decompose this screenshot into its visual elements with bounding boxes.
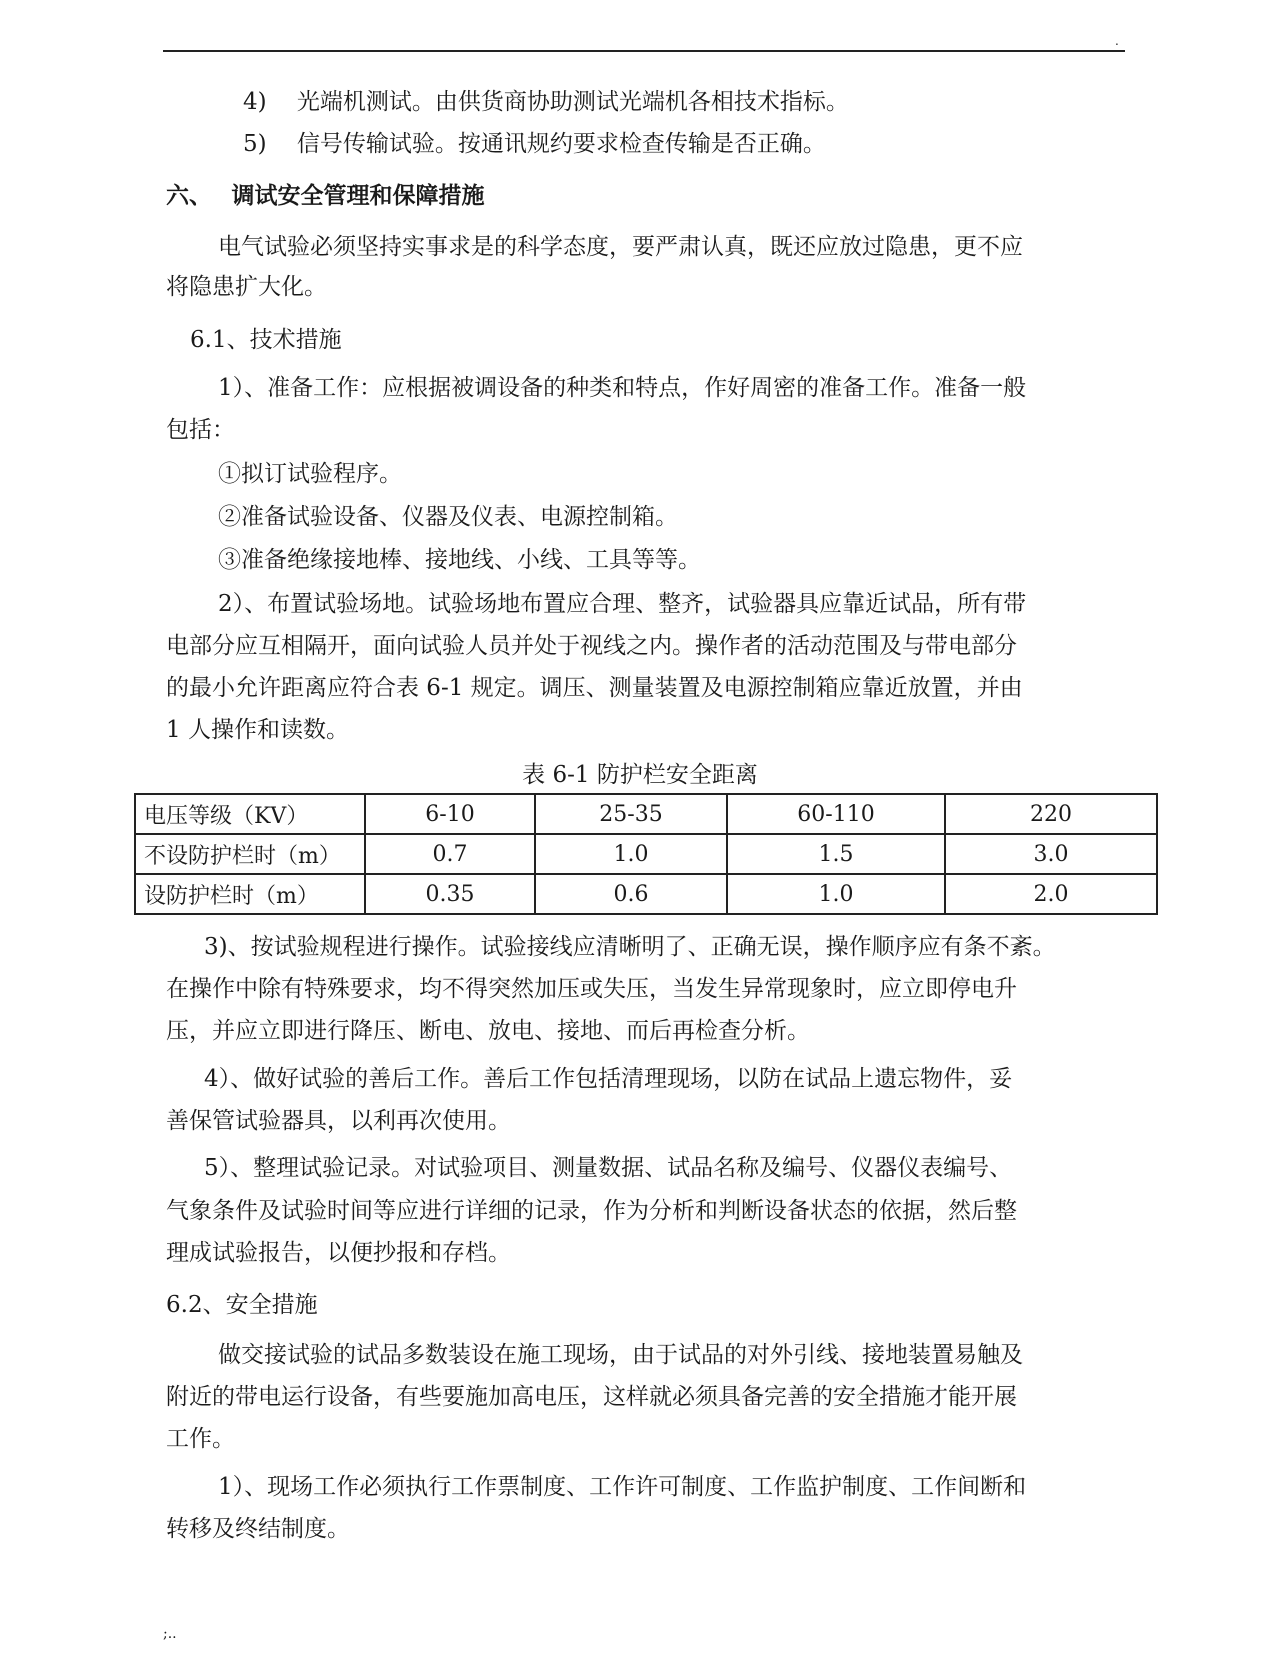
table-caption: 表 6-1 防护栏安全距离 [522, 762, 758, 788]
header-rule [163, 50, 1125, 52]
text-line: 包括： [166, 417, 235, 443]
table-cell: 2.0 [945, 874, 1157, 914]
text-line: 1）、准备工作：应根据被调设备的种类和特点，作好周密的准备工作。准备一般 [218, 375, 1027, 401]
table-cell: 0.35 [365, 874, 535, 914]
text-line: 1）、现场工作必须执行工作票制度、工作许可制度、工作监护制度、工作间断和 [218, 1474, 1027, 1500]
table-cell: 25-35 [535, 794, 727, 834]
table-cell: 60-110 [727, 794, 945, 834]
text-line: 2）、布置试验场地。试验场地布置应合理、整齐，试验器具应靠近试品，所有带 [218, 591, 1027, 617]
text-line: 做交接试验的试品多数装设在施工现场，由于试品的对外引线、接地装置易触及 [218, 1342, 1023, 1368]
text-line: 理成试验报告，以便抄报和存档。 [166, 1240, 511, 1266]
text-line: ②准备试验设备、仪器及仪表、电源控制箱。 [218, 504, 678, 530]
table-cell: 电压等级（KV） [135, 794, 365, 834]
table-row [135, 874, 1157, 914]
text-line: 电部分应互相隔开，面向试验人员并处于视线之内。操作者的活动范围及与带电部分 [166, 633, 1017, 659]
text-line: 4) 光端机测试。由供货商协助测试光端机各相技术指标。 [243, 89, 849, 115]
table-cell: 6-10 [365, 794, 535, 834]
text-line: 1 人操作和读数。 [166, 717, 349, 743]
table-cell: 0.6 [535, 874, 727, 914]
footer-mark: ;.. [163, 1626, 177, 1642]
text-line: ③准备绝缘接地棒、接地线、小线、工具等等。 [218, 547, 701, 573]
text-line: 转移及终结制度。 [166, 1516, 350, 1542]
table-cell: 1.0 [535, 834, 727, 874]
text-line: 3)、按试验规程进行操作。试验接线应清晰明了、正确无误，操作顺序应有条不紊。 [204, 934, 1056, 960]
table-row [135, 794, 1157, 834]
text-line: 在操作中除有特殊要求，均不得突然加压或失压，当发生异常现象时，应立即停电升 [166, 976, 1017, 1002]
text-line: 6.1、技术措施 [190, 327, 342, 353]
text-line: 善保管试验器具，以利再次使用。 [166, 1108, 511, 1134]
text-line: 压，并应立即进行降压、断电、放电、接地、而后再检查分析。 [166, 1018, 810, 1044]
text-line: 工作。 [166, 1426, 235, 1452]
section-heading: 六、 调试安全管理和保障措施 [166, 182, 485, 209]
table-cell: 3.0 [945, 834, 1157, 874]
text-line: 6.2、安全措施 [166, 1292, 318, 1318]
text-line: 附近的带电运行设备，有些要施加高电压，这样就必须具备完善的安全措施才能开展 [166, 1384, 1017, 1410]
header-mark: . [1115, 34, 1119, 48]
table-cell: 0.7 [365, 834, 535, 874]
table-cell: 1.0 [727, 874, 945, 914]
text-line: 气象条件及试验时间等应进行详细的记录，作为分析和判断设备状态的依据，然后整 [166, 1198, 1017, 1224]
text-line: 5) 信号传输试验。按通讯规约要求检查传输是否正确。 [243, 131, 826, 157]
table-cell: 1.5 [727, 834, 945, 874]
table-cell: 220 [945, 794, 1157, 834]
table-row [135, 834, 1157, 874]
text-line: 5）、整理试验记录。对试验项目、测量数据、试品名称及编号、仪器仪表编号、 [204, 1155, 1013, 1181]
text-line: 的最小允许距离应符合表 6-1 规定。调压、测量装置及电源控制箱应靠近放置，并由 [166, 675, 1023, 701]
text-line: 电气试验必须坚持实事求是的科学态度，要严肃认真，既还应放过隐患，更不应 [218, 234, 1023, 260]
table-cell: 设防护栏时（m） [135, 874, 365, 914]
text-line: 4）、做好试验的善后工作。善后工作包括清理现场，以防在试品上遗忘物件，妥 [204, 1066, 1013, 1092]
text-line: ①拟订试验程序。 [218, 461, 402, 487]
table-cell: 不设防护栏时（m） [135, 834, 365, 874]
safety-distance-table [134, 793, 1158, 915]
text-line: 将隐患扩大化。 [166, 274, 327, 300]
